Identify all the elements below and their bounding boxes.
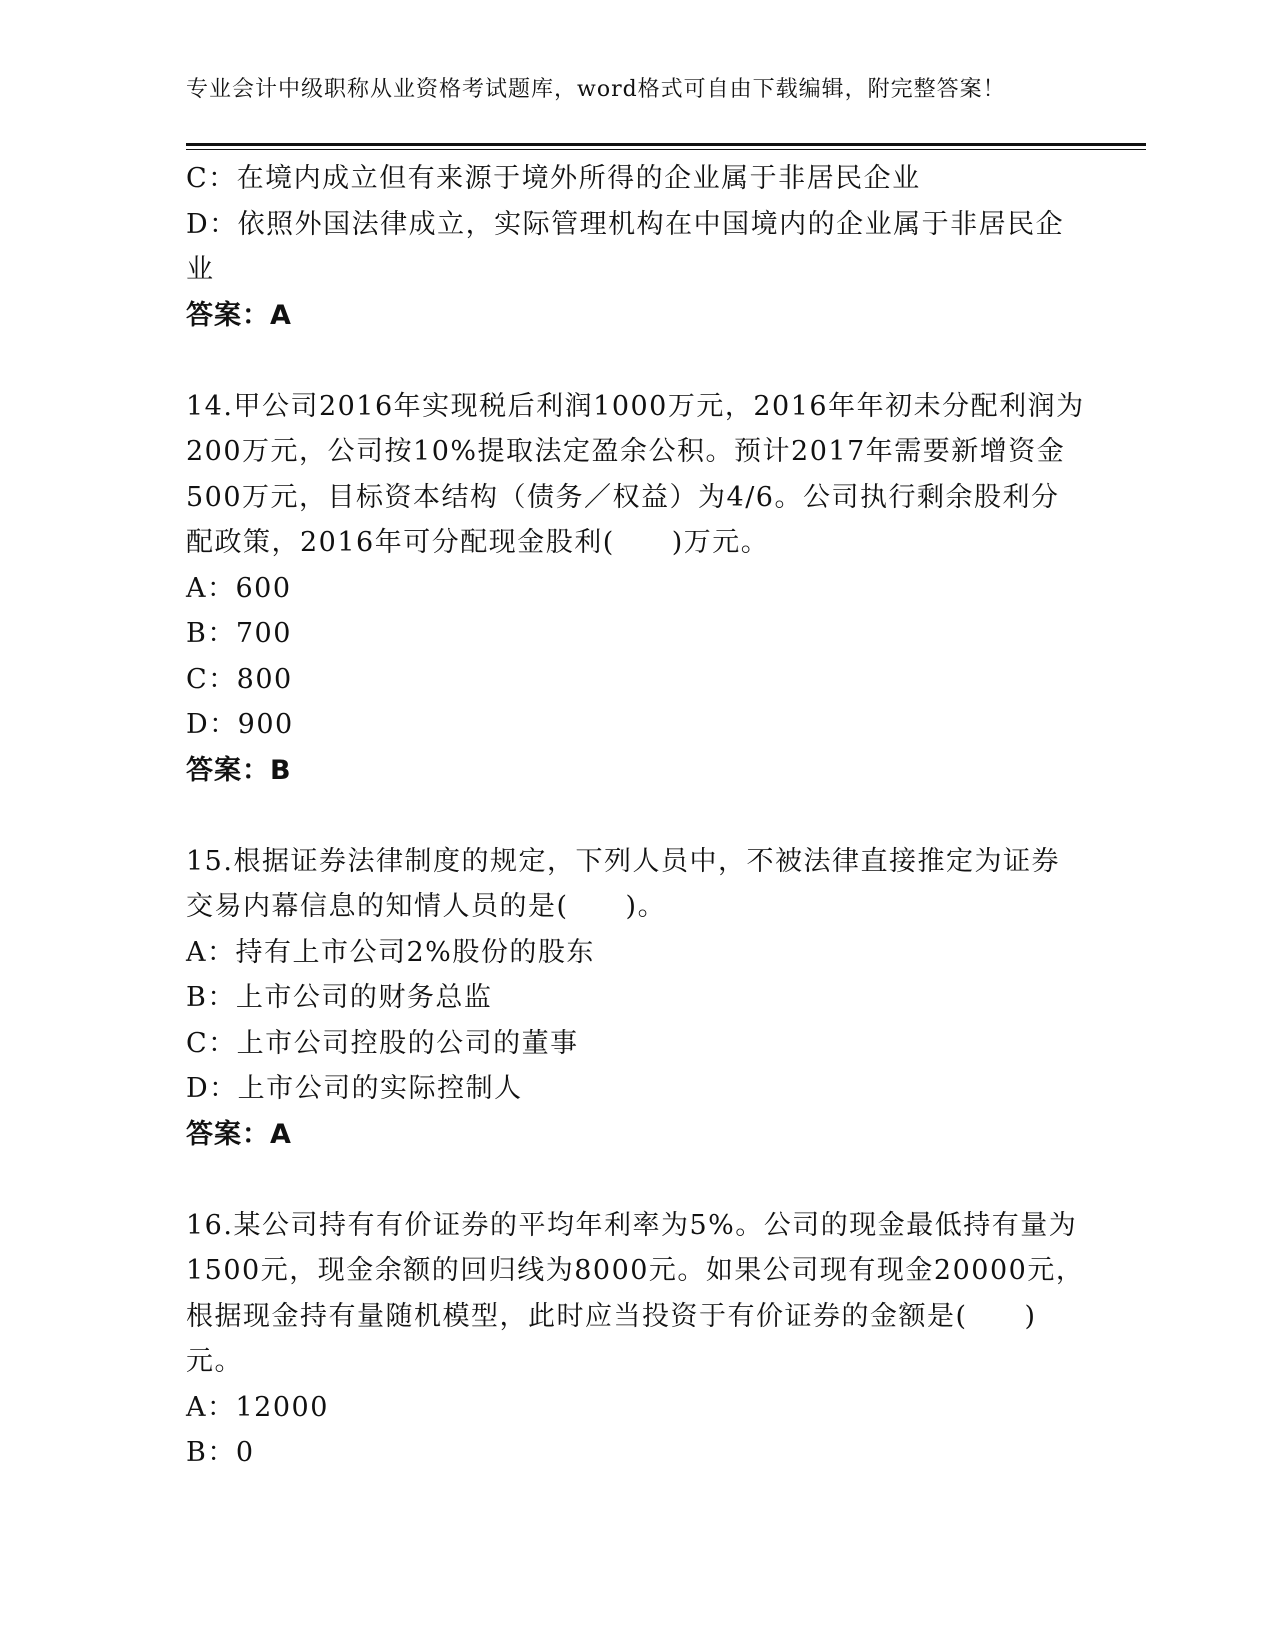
question-stem-line: 500万元，目标资本结构（债务／权益）为4/6。公司执行剩余股利分 (186, 481, 1060, 513)
header-rule-thin (186, 149, 1146, 150)
page-header: 专业会计中级职称从业资格考试题库，word格式可自由下载编辑，附完整答案！ (186, 77, 1006, 102)
question-stem-line: 元。 (186, 1346, 243, 1377)
question-15 (186, 839, 1086, 1158)
question-stem-line: 14.甲公司2016年实现税后利润1000万元，2016年年初未分配利润为 (186, 390, 1085, 422)
question-stem-line: 交易内幕信息的知情人员的是( )。 (186, 891, 667, 922)
option-c: C：在境内成立但有来源于境外所得的企业属于非居民企业 (186, 163, 921, 194)
question-stem-line: 配政策，2016年可分配现金股利( )万元。 (186, 527, 770, 558)
spacer (186, 1157, 1086, 1203)
question-13-tail (186, 156, 1086, 338)
question-stem-line: 16.某公司持有有价证券的平均年利率为5%。公司的现金最低持有量为 (186, 1209, 1078, 1241)
option-d: D：上市公司的实际控制人 (186, 1073, 523, 1104)
option-b: B：700 (186, 618, 292, 649)
question-16 (186, 1203, 1086, 1476)
option-a: A：600 (186, 572, 292, 604)
answer: 答案：B (186, 754, 292, 786)
question-14 (186, 384, 1086, 794)
answer: 答案：A (186, 1118, 292, 1150)
spacer (186, 793, 1086, 839)
answer: 答案：A (186, 299, 292, 331)
question-stem-line: 15.根据证券法律制度的规定，下列人员中，不被法律直接推定为证券 (186, 845, 1060, 877)
option-b: B：0 (186, 1437, 255, 1468)
option-b: B：上市公司的财务总监 (186, 982, 493, 1013)
option-d: D：900 (186, 709, 294, 740)
question-stem-line: 根据现金持有量随机模型，此时应当投资于有价证券的金额是( ) (186, 1300, 1037, 1332)
option-c: C：上市公司控股的公司的董事 (186, 1027, 579, 1059)
spacer (186, 338, 1086, 384)
question-stem-line: 200万元，公司按10%提取法定盈余公积。预计2017年需要新增资金 (186, 436, 1066, 467)
option-d: D：依照外国法律成立，实际管理机构在中国境内的企业属于非居民企 (186, 208, 1065, 240)
question-stem-line: 1500元，现金余额的回归线为8000元。如果公司现有现金20000元， (186, 1255, 1085, 1286)
option-a: A：12000 (186, 1391, 329, 1423)
option-a: A：持有上市公司2%股份的股东 (186, 936, 595, 968)
option-d-continued: 业 (186, 254, 215, 285)
question-content (186, 156, 1086, 1476)
option-c: C：800 (186, 663, 293, 695)
header-rule-thick (186, 143, 1146, 146)
